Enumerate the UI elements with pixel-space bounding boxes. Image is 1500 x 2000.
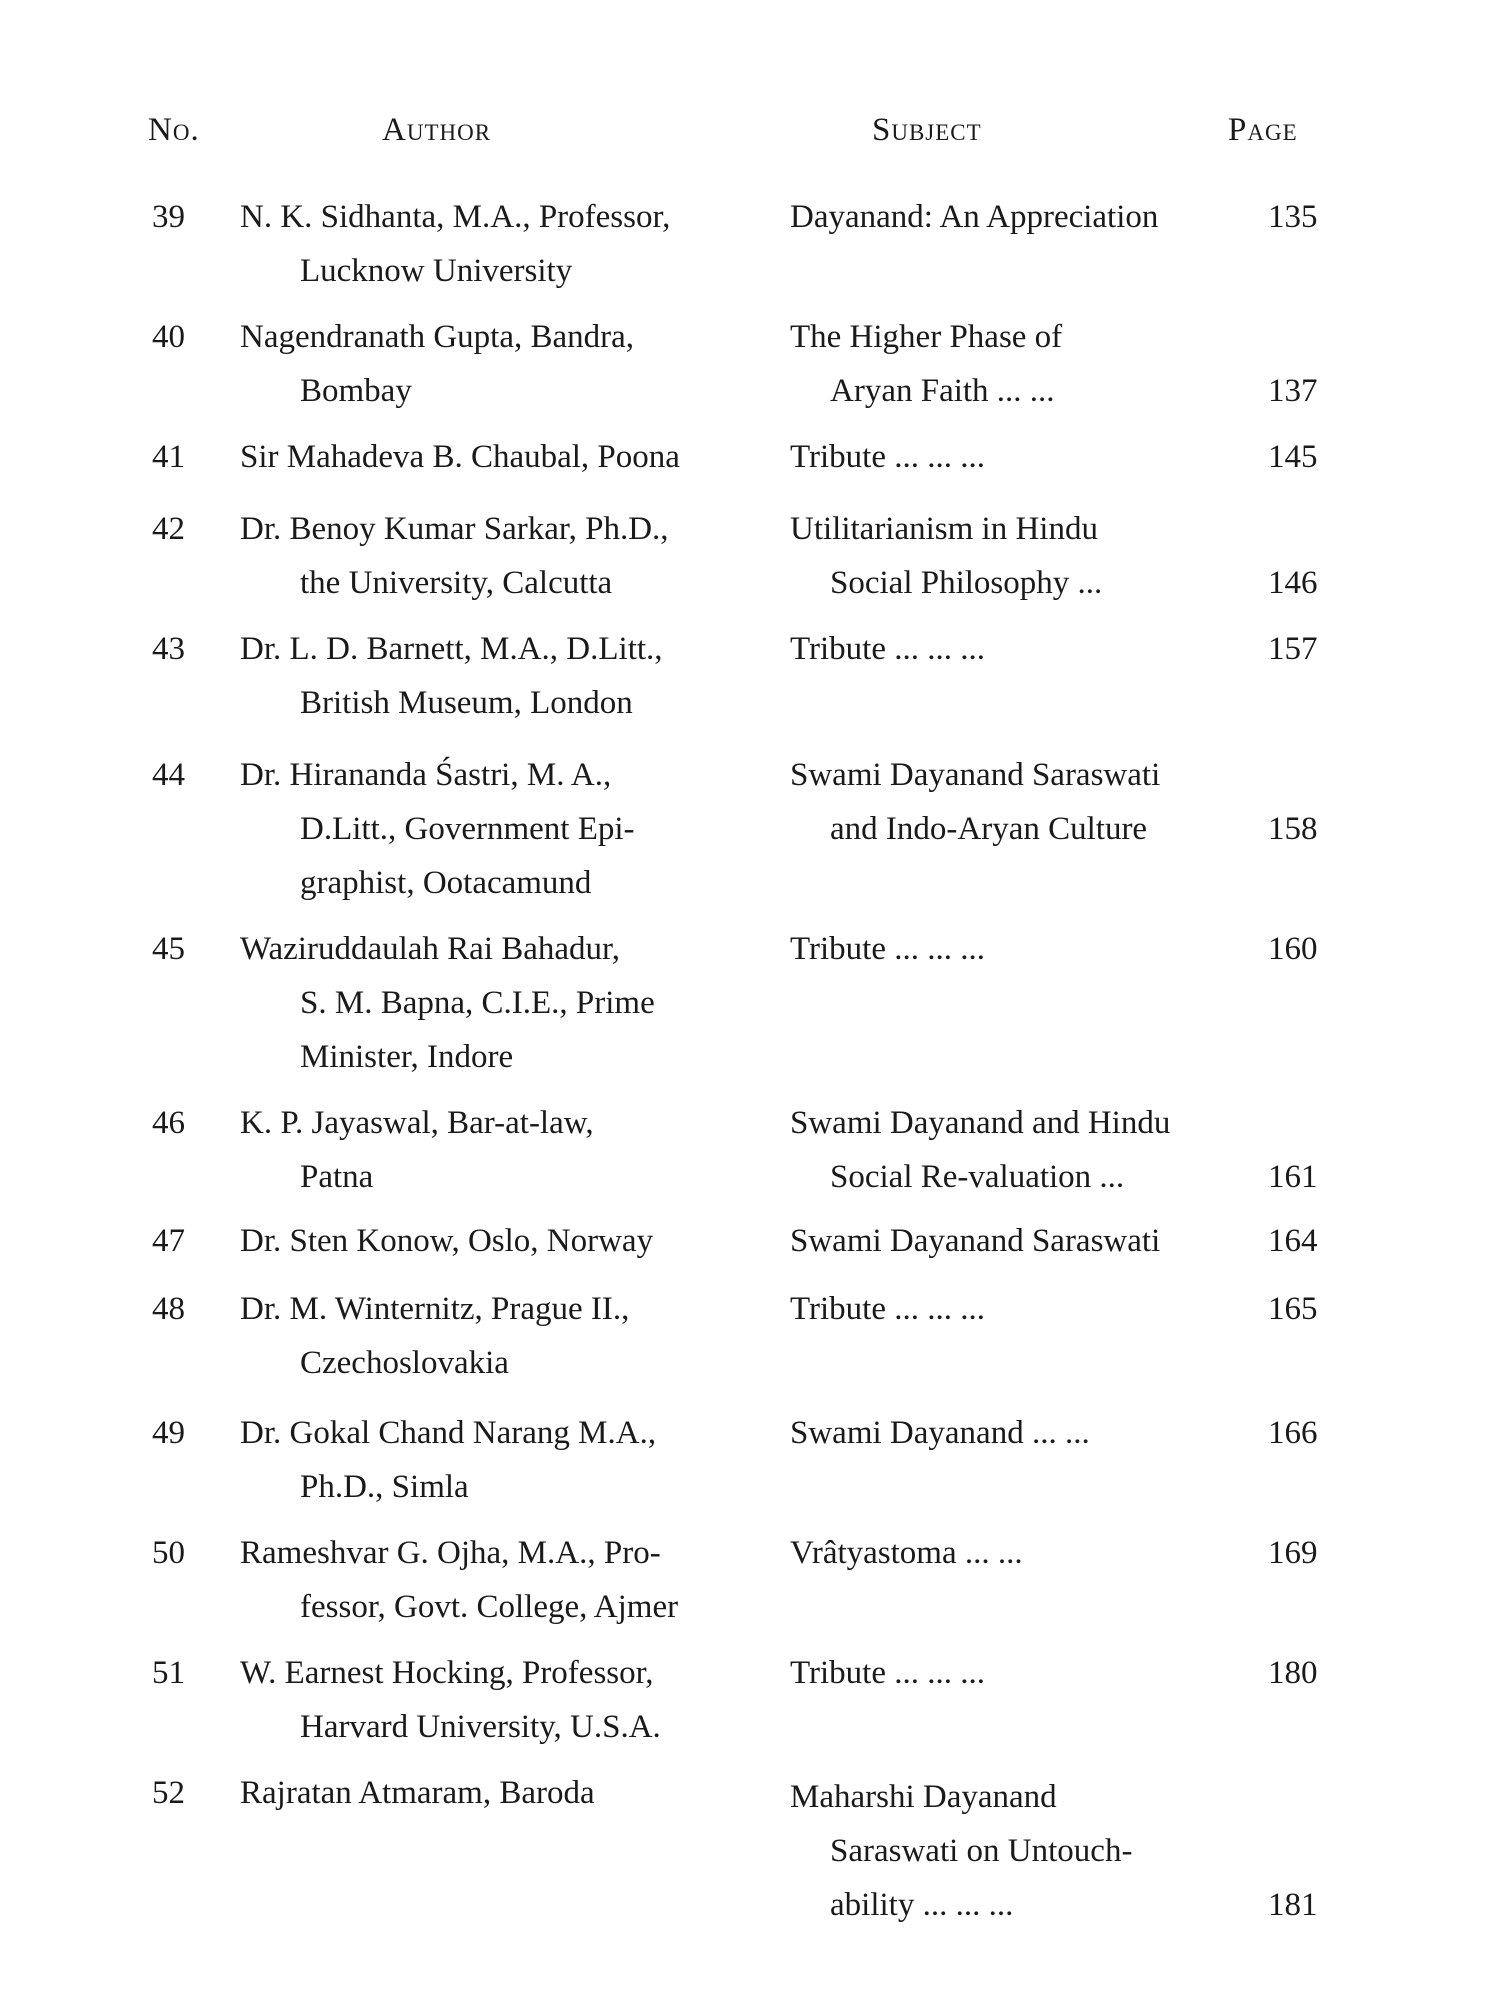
subject-line: Maharshi Dayanand <box>790 1779 1057 1815</box>
entry-number: 43 <box>152 631 185 667</box>
author-line: Dr. Sten Konow, Oslo, Norway <box>240 1223 654 1259</box>
subject-line: Utilitarianism in Hindu <box>790 511 1098 547</box>
entry-subject <box>790 1406 1260 1460</box>
subject-line: Aryan Faith ... ... <box>830 373 1055 409</box>
author-line: Lucknow University <box>300 253 573 289</box>
subject-line: Swami Dayanand ... ... <box>790 1415 1090 1451</box>
author-line: K. P. Jayaswal, Bar-at-law, <box>240 1105 594 1141</box>
entry-number: 50 <box>152 1535 185 1571</box>
author-line: Minister, Indore <box>300 1039 514 1075</box>
header-author: Author <box>382 112 492 148</box>
entry-subject <box>790 622 1260 676</box>
entry-number: 47 <box>152 1223 185 1259</box>
entry-author <box>240 622 760 730</box>
subject-line: Tribute ... ... ... <box>790 631 985 667</box>
author-line: Harvard University, U.S.A. <box>300 1709 661 1745</box>
author-line: fessor, Govt. College, Ajmer <box>300 1589 679 1625</box>
entry-subject <box>790 1096 1260 1204</box>
entry-page: 181 <box>1268 1887 1318 1923</box>
entry-page: 169 <box>1268 1535 1318 1571</box>
entry-page: 166 <box>1268 1415 1318 1451</box>
entry-number: 41 <box>152 439 185 475</box>
subject-line: Tribute ... ... ... <box>790 1655 985 1691</box>
author-line: Dr. Gokal Chand Narang M.A., <box>240 1415 657 1451</box>
entry-author <box>240 1214 760 1268</box>
author-line: W. Earnest Hocking, Professor, <box>240 1655 654 1691</box>
author-line: Dr. Hirananda Śastri, M. A., <box>240 757 612 793</box>
entry-author <box>240 1096 760 1204</box>
entry-page: 180 <box>1268 1655 1318 1691</box>
entry-page: 165 <box>1268 1291 1318 1327</box>
entry-number: 48 <box>152 1291 185 1327</box>
entry-subject <box>790 430 1260 484</box>
subject-line: Swami Dayanand Saraswati <box>790 757 1161 793</box>
entry-author <box>240 1406 760 1514</box>
entry-subject <box>790 1770 1260 1932</box>
author-line: N. K. Sidhanta, M.A., Professor, <box>240 199 671 235</box>
entry-author <box>240 502 760 610</box>
author-line: Bombay <box>300 373 412 409</box>
entry-author <box>240 310 760 418</box>
entry-number: 39 <box>152 199 185 235</box>
entry-author <box>240 430 760 484</box>
author-line: Dr. M. Winternitz, Prague II., <box>240 1291 630 1327</box>
entry-author <box>240 748 760 910</box>
entry-author <box>240 1526 760 1634</box>
subject-line: Vrâtyastoma ... ... <box>790 1535 1023 1571</box>
author-line: Dr. L. D. Barnett, M.A., D.Litt., <box>240 631 663 667</box>
entry-number: 44 <box>152 757 185 793</box>
author-line: Czechoslovakia <box>300 1345 509 1381</box>
entry-subject <box>790 1646 1260 1700</box>
entry-subject <box>790 748 1260 856</box>
subject-line: Tribute ... ... ... <box>790 439 985 475</box>
entry-author <box>240 1766 760 1820</box>
author-line: Patna <box>300 1159 374 1195</box>
entry-page: 160 <box>1268 931 1318 967</box>
header-page: Page <box>1228 112 1298 148</box>
entry-subject <box>790 1282 1260 1336</box>
author-line: Rajratan Atmaram, Baroda <box>240 1775 595 1811</box>
entry-author <box>240 922 760 1084</box>
entry-number: 49 <box>152 1415 185 1451</box>
subject-line: Saraswati on Untouch- <box>830 1833 1133 1869</box>
entry-page: 135 <box>1268 199 1318 235</box>
entry-page: 137 <box>1268 373 1318 409</box>
author-line: Waziruddaulah Rai Bahadur, <box>240 931 620 967</box>
author-line: Rameshvar G. Ojha, M.A., Pro- <box>240 1535 661 1571</box>
author-line: Dr. Benoy Kumar Sarkar, Ph.D., <box>240 511 669 547</box>
author-line: S. M. Bapna, C.I.E., Prime <box>300 985 655 1021</box>
entry-number: 40 <box>152 319 185 355</box>
subject-line: Social Re-valuation ... <box>830 1159 1125 1195</box>
entry-subject <box>790 502 1260 610</box>
author-line: Ph.D., Simla <box>300 1469 469 1505</box>
entry-subject <box>790 1526 1260 1580</box>
entry-subject <box>790 190 1260 244</box>
subject-line: Social Philosophy ... <box>830 565 1103 601</box>
entry-number: 42 <box>152 511 185 547</box>
subject-line: Swami Dayanand Saraswati <box>790 1223 1161 1259</box>
subject-line: Tribute ... ... ... <box>790 931 985 967</box>
author-line: D.Litt., Government Epi- <box>300 811 635 847</box>
entry-number: 52 <box>152 1775 185 1811</box>
entry-page: 161 <box>1268 1159 1318 1195</box>
entry-page: 164 <box>1268 1223 1318 1259</box>
header-no: No. <box>148 112 200 148</box>
entry-author <box>240 190 760 298</box>
subject-line: Swami Dayanand and Hindu <box>790 1105 1171 1141</box>
author-line: the University, Calcutta <box>300 565 613 601</box>
entry-subject <box>790 922 1260 976</box>
subject-line: The Higher Phase of <box>790 319 1063 355</box>
entry-page: 145 <box>1268 439 1318 475</box>
entry-page: 157 <box>1268 631 1318 667</box>
entry-subject <box>790 310 1260 418</box>
author-line: graphist, Ootacamund <box>300 865 592 901</box>
entry-number: 51 <box>152 1655 185 1691</box>
subject-line: and Indo-Aryan Culture <box>830 811 1148 847</box>
entry-page: 158 <box>1268 811 1318 847</box>
entry-author <box>240 1282 760 1390</box>
author-line: Sir Mahadeva B. Chaubal, Poona <box>240 439 680 475</box>
subject-line: Tribute ... ... ... <box>790 1291 985 1327</box>
entry-page: 146 <box>1268 565 1318 601</box>
entry-number: 46 <box>152 1105 185 1141</box>
subject-line: ability ... ... ... <box>830 1887 1014 1923</box>
entry-subject <box>790 1214 1260 1268</box>
author-line: Nagendranath Gupta, Bandra, <box>240 319 635 355</box>
header-subject: Subject <box>872 112 982 148</box>
entry-number: 45 <box>152 931 185 967</box>
entry-author <box>240 1646 760 1754</box>
subject-line: Dayanand: An Appreciation <box>790 199 1159 235</box>
author-line: British Museum, London <box>300 685 633 721</box>
